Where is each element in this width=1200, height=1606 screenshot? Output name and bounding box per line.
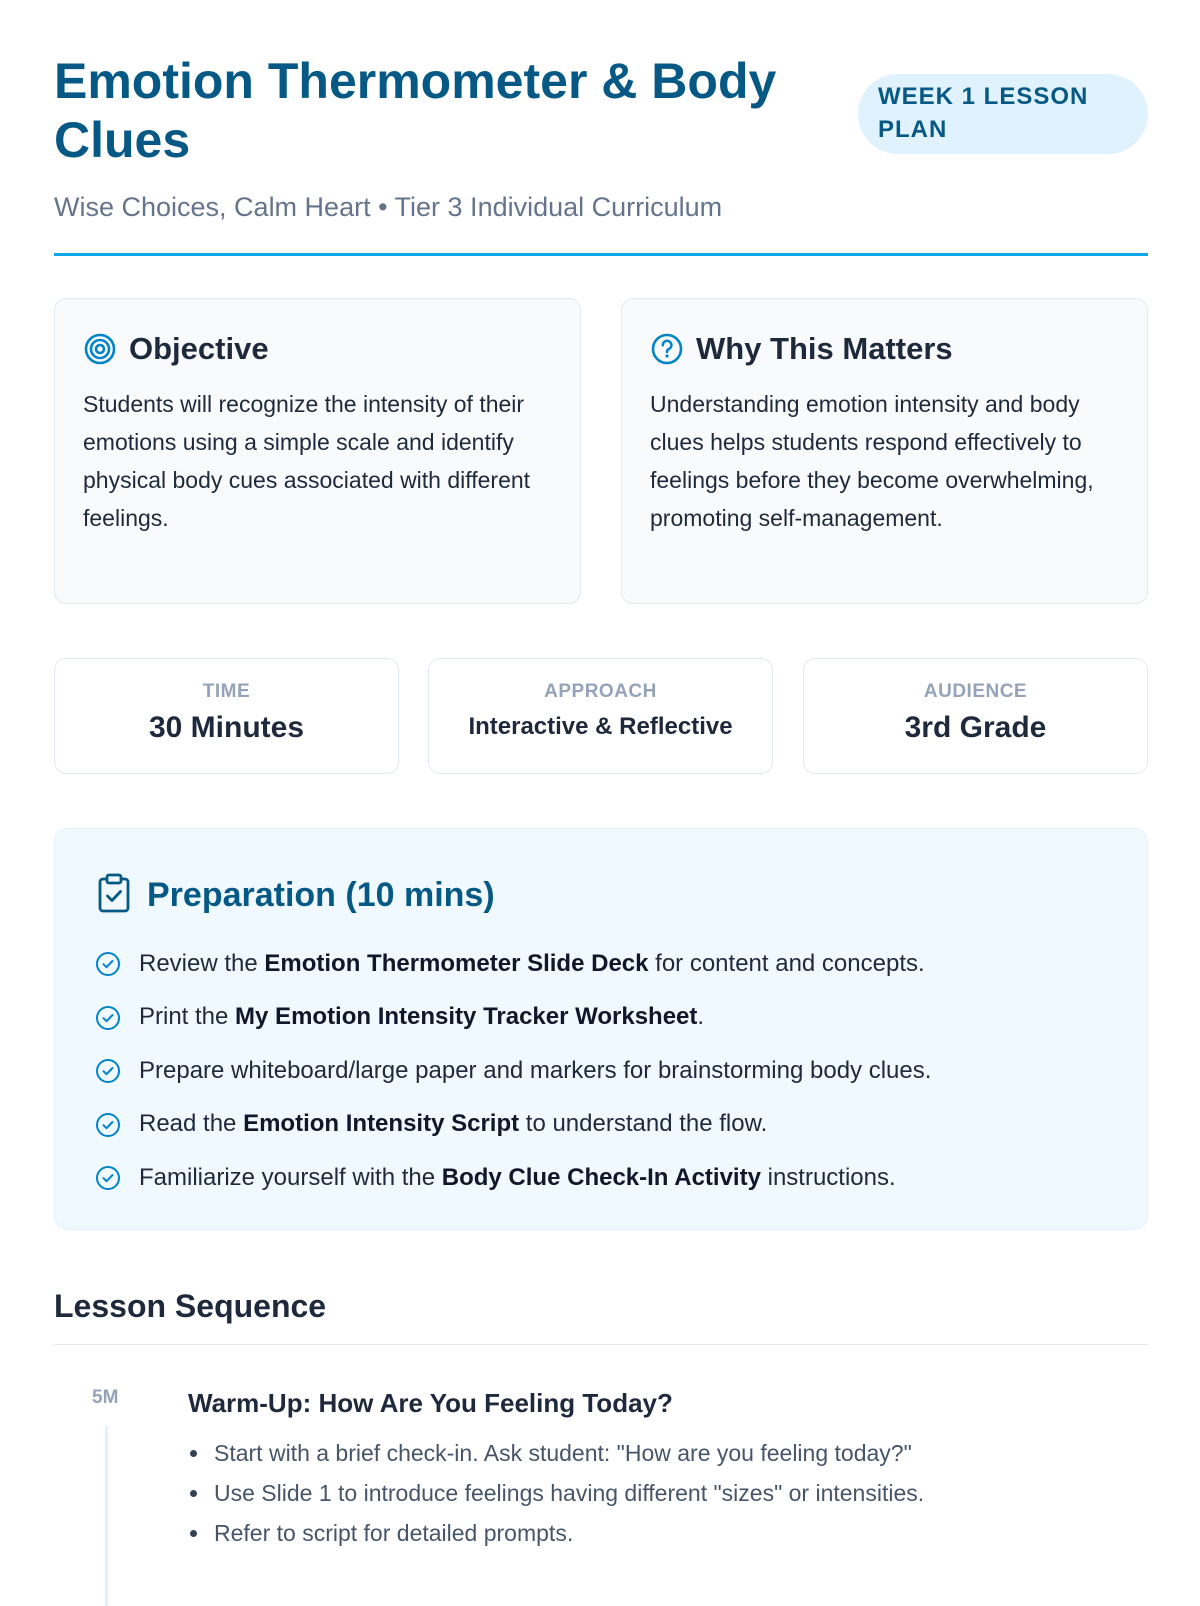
check-circle-icon [95,1001,121,1034]
lesson-sequence-heading: Lesson Sequence [54,1288,327,1324]
check-circle-icon [95,947,121,980]
prep-item-text: Read the Emotion Intensity Script to understand the flow. [139,1110,768,1138]
prep-item-text: Familiarize yourself with the Body Clue Check-In Activity instructions. [139,1163,896,1191]
objective-card [54,298,581,604]
time-info-box [54,658,399,774]
list-item [95,991,931,1045]
step-title: Warm-Up: How Are You Feeling Today? [188,1388,673,1418]
why-header [650,329,953,369]
time-label: TIME [202,681,251,702]
clipboard-check-icon [97,873,131,918]
list-item [95,1044,931,1098]
preparation-list [95,937,931,1205]
preparation-section [54,828,1148,1230]
objective-header [83,329,269,369]
approach-info-box [428,658,773,774]
check-circle-icon [95,1161,121,1194]
check-circle-icon [95,1054,121,1087]
why-card [621,298,1148,604]
audience-label: AUDIENCE [923,681,1028,702]
page-title: Emotion Thermometer & Body Clues [54,53,777,168]
objective-title: Objective [129,331,269,366]
page-subtitle: Wise Choices, Calm Heart • Tier 3 Individual Curriculum [54,192,723,222]
prep-item-text: Review the Emotion Thermometer Slide Deck for content and concepts. [139,949,925,977]
lesson-sequence-divider [54,1344,1148,1345]
list-item [95,1151,931,1205]
prep-item-text: Print the My Emotion Intensity Tracker Worksheet. [139,1003,705,1031]
audience-value: 3rd Grade [904,711,1047,744]
step-duration: 5M [92,1387,119,1408]
approach-value: Interactive & Reflective [468,713,733,740]
why-title: Why This Matters [696,331,953,366]
preparation-title: Preparation (10 mins) [147,875,495,914]
approach-label: APPROACH [544,681,657,702]
question-circle-icon [650,332,684,366]
why-text: Understanding emotion intensity and body clues helps students respond effectively to feelings before they become overwhelming, promoting self-management. [650,391,1094,531]
list-item [95,937,931,991]
list-item: Use Slide 1 to introduce feelings having different "sizes" or intensities. [188,1477,924,1517]
objective-text: Students will recognize the intensity of their emotions using a simple scale and identify physical body cues associated with different feelings. [83,391,531,531]
week-badge: WEEK 1 LESSON PLAN [858,74,1148,154]
timeline-line [105,1426,108,1606]
time-value: 30 Minutes [148,711,305,744]
list-item [95,1098,931,1152]
list-item: Refer to script for detailed prompts. [188,1517,924,1557]
target-icon [83,332,117,366]
list-item: Start with a brief check-in. Ask student: "How are you feeling today?" [188,1437,924,1477]
prep-item-text: Prepare whiteboard/large paper and markers for brainstorming body clues. [139,1056,932,1084]
header-divider [54,253,1148,256]
check-circle-icon [95,1108,121,1141]
step-bullet-list [188,1437,924,1557]
preparation-header [97,873,495,917]
audience-info-box [803,658,1148,774]
